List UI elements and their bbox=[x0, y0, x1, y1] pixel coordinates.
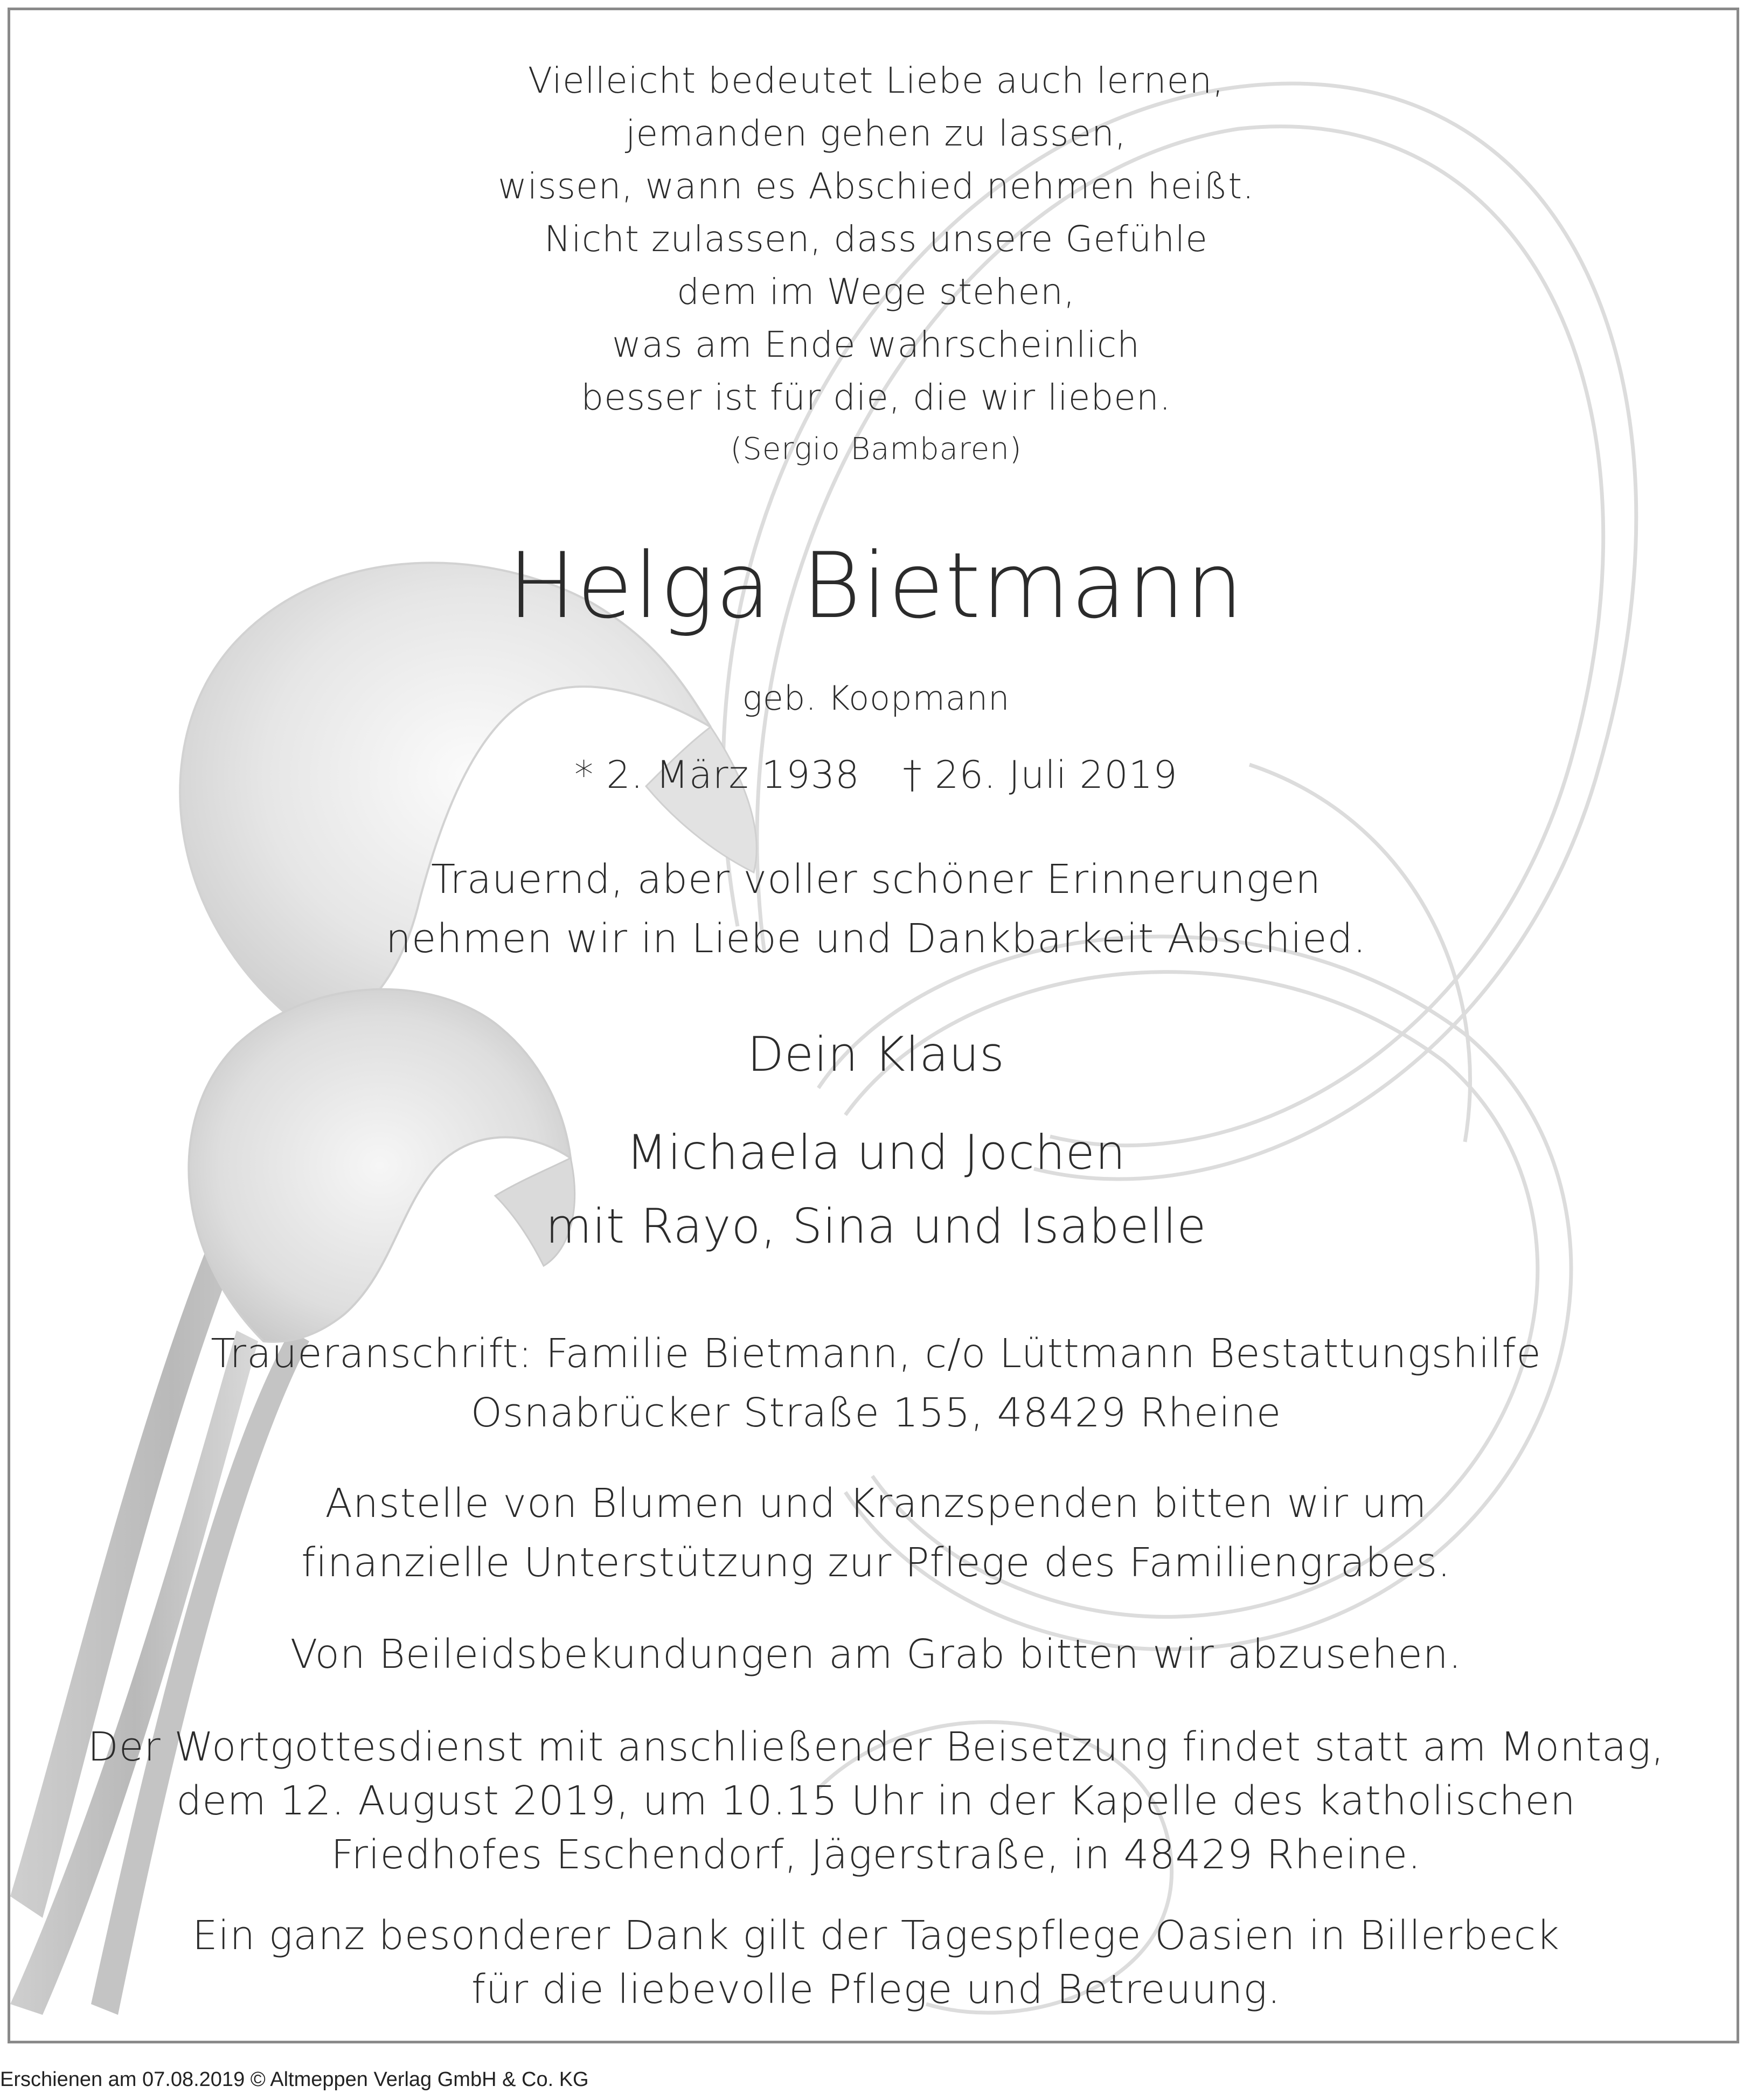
donation-line: Anstelle von Blumen und Kranzspenden bitten wir um bbox=[325, 1480, 1427, 1527]
death-date: † 26. Juli 2019 bbox=[902, 753, 1178, 797]
poem-line: wissen, wann es Abschied nehmen heißt. bbox=[497, 165, 1255, 207]
poem-line: was am Ende wahrscheinlich bbox=[612, 324, 1140, 365]
condolences-note: Von Beileidsbekundungen am Grab bitten wir abzusehen. bbox=[290, 1631, 1462, 1678]
poem-line: besser ist für die, die wir lieben. bbox=[581, 377, 1171, 418]
service-line: dem 12. August 2019, um 10.15 Uhr in der Kapelle des katholischen bbox=[176, 1778, 1576, 1824]
mourner-family: mit Rayo, Sina und Isabelle bbox=[545, 1198, 1207, 1254]
service-line: Friedhofes Eschendorf, Jägerstraße, in 48429 Rheine. bbox=[331, 1832, 1421, 1878]
farewell-line: Trauernd, aber voller schöner Erinnerungen bbox=[431, 856, 1321, 903]
mourner-husband: Dein Klaus bbox=[747, 1027, 1005, 1082]
mourner-family: Michaela und Jochen bbox=[626, 1125, 1126, 1180]
farewell-line: nehmen wir in Liebe und Dankbarkeit Abschied. bbox=[386, 916, 1366, 962]
poem-author: (Sergio Bambaren) bbox=[730, 432, 1022, 467]
notice-content bbox=[10, 10, 1739, 2043]
publication-footer: Erschienen am 07.08.2019 © Altmeppen Verlag GmbH & Co. KG bbox=[0, 2068, 589, 2091]
service-line: Der Wortgottesdienst mit anschließender Beisetzung findet statt am Montag, bbox=[87, 1724, 1665, 1770]
birth-date: * 2. März 1938 bbox=[574, 753, 860, 797]
address-line: Traueranschrift: Familie Bietmann, c/o Lüttmann Bestattungshilfe bbox=[211, 1330, 1541, 1377]
address-line: Osnabrücker Straße 155, 48429 Rheine bbox=[470, 1390, 1282, 1436]
notice-frame bbox=[8, 8, 1739, 2043]
donation-line: finanzielle Unterstützung zur Pflege des Familiengrabes. bbox=[301, 1540, 1451, 1586]
thanks-line: für die liebevolle Pflege und Betreuung. bbox=[471, 1966, 1281, 2013]
poem-line: dem im Wege stehen, bbox=[677, 271, 1075, 313]
life-dates bbox=[10, 753, 1739, 797]
thanks-line: Ein ganz besonderer Dank gilt der Tagespflege Oasien in Billerbeck bbox=[192, 1912, 1560, 1959]
poem-line: Vielleicht bedeutet Liebe auch lernen, bbox=[527, 60, 1225, 101]
deceased-name: Helga Bietmann bbox=[508, 533, 1245, 639]
poem-line: Nicht zulassen, dass unsere Gefühle bbox=[544, 218, 1208, 260]
poem-line: jemanden gehen zu lassen, bbox=[626, 113, 1127, 154]
maiden-name: geb. Koopmann bbox=[742, 678, 1010, 718]
